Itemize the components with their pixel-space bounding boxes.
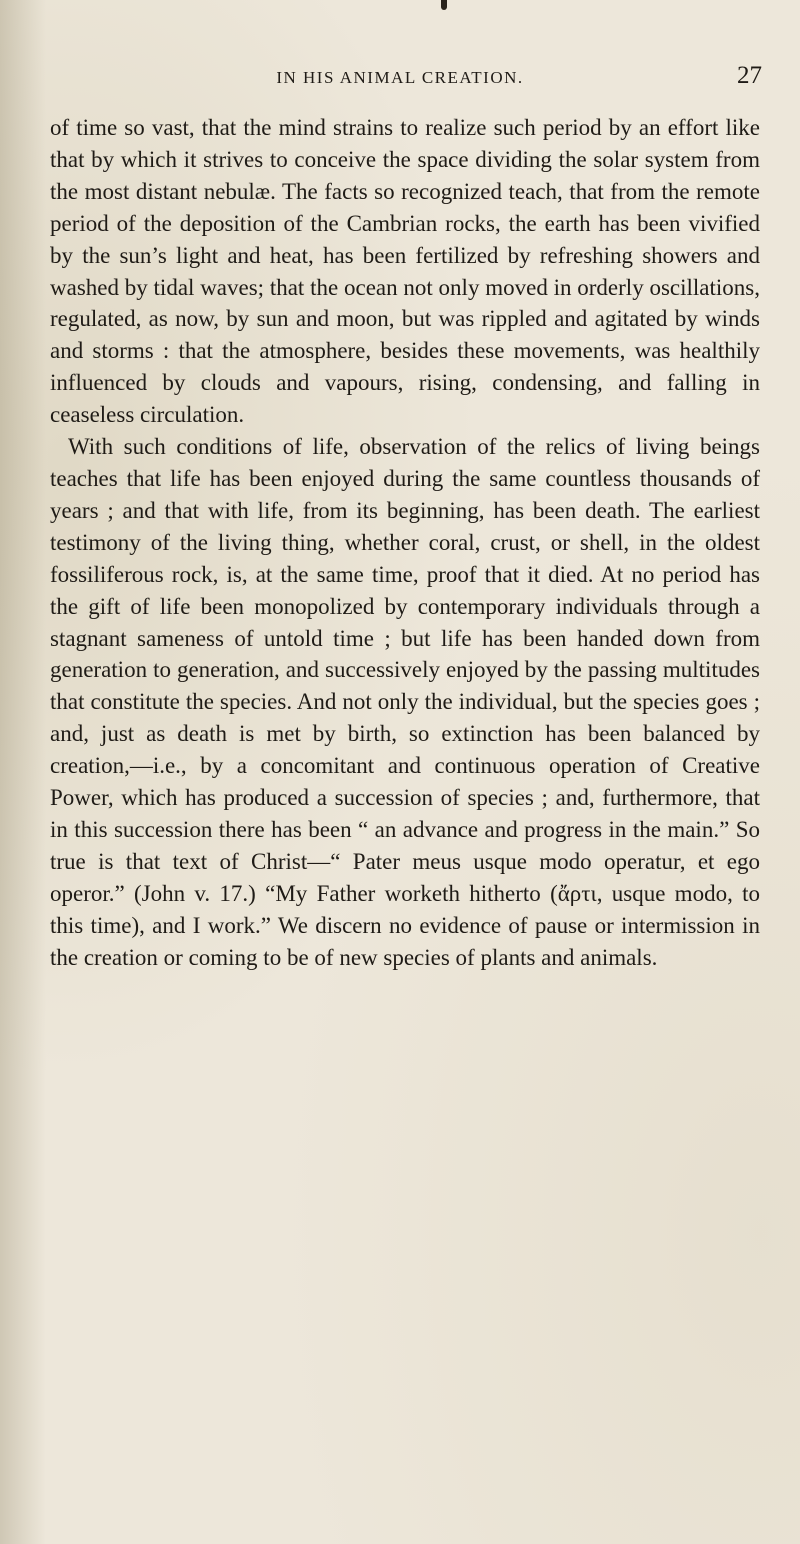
ink-mark bbox=[441, 0, 447, 10]
gutter-shadow bbox=[0, 0, 46, 1544]
paragraph: With such conditions of life, observation of the relics of living beings teaches that life has been enjoyed during the same countless thousands of years ; and that with life, from its beginning, has been death. The earliest testimony of the living thing, whether coral, crust, or shell, in the oldest fossiliferous rock, is, at the same time, proof that it died. At no period has the gift of life been monopolized by contemporary individuals through a stagnant sameness of untold time ; but life has been handed down from generation to generation, and successively enjoyed by the passing multitudes that constitute the species. And not only the individual, but the species goes ; and, just as death is met by birth, so extinction has been balanced by creation,—i.e., by a concomitant and continuous operation of Creative Power, which has produced a succession of species ; and, furthermore, that in this succession there has been “ an advance and progress in the main.” So true is that text of Christ—“ Pater meus usque modo operatur, et ego operor.” (John v. 17.) “My Father worketh hitherto (ἄρτι, usque modo, to this time), and I work.” We discern no evidence of pause or intermission in the creation or coming to be of new species of plants and animals. bbox=[50, 434, 760, 970]
running-title: IN HIS ANIMAL CREATION. bbox=[276, 68, 524, 87]
body-text bbox=[50, 112, 760, 973]
paragraph-continuation: of time so vast, that the mind strains to realize such period by an effort like that by which it strives to conceive the space dividing the solar system from the most distant nebulæ. The facts so recognized teach, that from the remote period of the deposition of the Cambrian rocks, the earth has been vivified by the sun’s light and heat, has been fertilized by refreshing showers and washed by tidal waves; that the ocean not only moved in orderly oscillations, regulated, as now, by sun and moon, but was rippled and agitated by winds and storms : that the atmosphere, besides these movements, was healthily influenced by clouds and vapours, rising, condensing, and falling in ceaseless circulation. bbox=[50, 115, 760, 428]
running-head bbox=[0, 62, 800, 92]
page-number: 27 bbox=[737, 62, 762, 89]
